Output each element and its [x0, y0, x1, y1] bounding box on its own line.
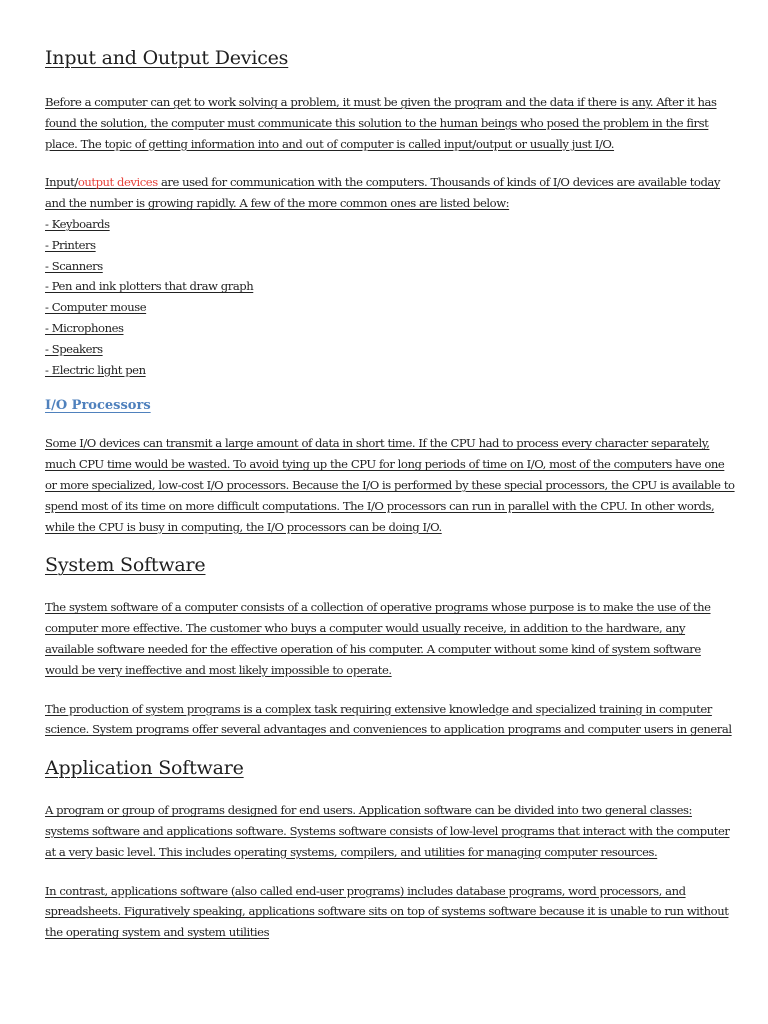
paragraph-io-processors: Some I/O devices can transmit a large amount of data in short time. If the CPU had to process every character separately, much CPU time would be wasted. To avoid tying up the CPU for long periods of time on I/O, most of the computers have one or more specialized, low-cost I/O processors. Because the I/O is performed by these special processors, the CPU is available to spend most of its time on more difficult computations. The I/O processors can run in parallel with the CPU. In other words, while the CPU is busy in computing, the I/O processors can be doing I/O. — [45, 436, 735, 534]
document-body — [45, 44, 735, 943]
device-list — [45, 214, 735, 380]
heading-input-output-devices: Input and Output Devices — [45, 47, 289, 69]
list-item: - Computer mouse — [45, 300, 147, 315]
list-item: - Electric light pen — [45, 362, 146, 377]
heading-application-software: Application Software — [45, 757, 244, 780]
list-item: - Speakers — [45, 341, 103, 356]
list-item: - Keyboards — [45, 216, 110, 231]
list-item: - Printers — [45, 237, 96, 252]
paragraph-io-devices — [45, 172, 735, 214]
list-item: - Microphones — [45, 320, 124, 335]
list-item: - Scanners — [45, 258, 103, 273]
paragraph-system-software-1: The system software of a computer consists of a collection of operative programs whose purpose is to make the use of the computer more effective. The customer who buys a computer would usually receive, in addition to the hardware, any available software needed for the effective operation of his computer. A computer without some kind of system software would be very ineffective and most likely impossible to operate. — [45, 600, 711, 677]
paragraph-system-software-2: The production of system programs is a complex task requiring extensive knowledge and specialized training in computer science. System programs offer several advantages and conveniences to application programs and computer users in general — [45, 701, 732, 737]
paragraph-application-software-2: In contrast, applications software (also called end-user programs) includes database programs, word processors, and spreadsheets. Figuratively speaking, applications software sits on top of systems software because it is unable to run without the operating system and system utilities — [45, 883, 729, 940]
text-io-devices-rest: are used for communication with the computers. Thousands of kinds of I/O devices are available today and the number is growing rapidly. A few of the more common ones are listed below: — [45, 175, 720, 211]
heading-io-processors: I/O Processors — [45, 398, 151, 414]
link-output-devices[interactable]: output devices — [77, 175, 158, 190]
list-item: - Pen and ink plotters that draw graph — [45, 279, 254, 294]
paragraph-intro: Before a computer can get to work solving a problem, it must be given the program and the data if there is any. After it has found the solution, the computer must communicate this solution to the human beings who posed the problem in the first place. The topic of getting information into and out of computer is called input/output or usually just I/O. — [45, 95, 717, 151]
paragraph-application-software-1: A program or group of programs designed for end users. Application software can be divided into two general classes: systems software and applications software. Systems software consists of low-level programs that interact with the computer at a very basic level. This includes operating systems, compilers, and utilities for managing computer resources. — [45, 803, 730, 859]
text-input-prefix: Input/ — [45, 175, 78, 190]
heading-system-software: System Software — [45, 554, 206, 577]
